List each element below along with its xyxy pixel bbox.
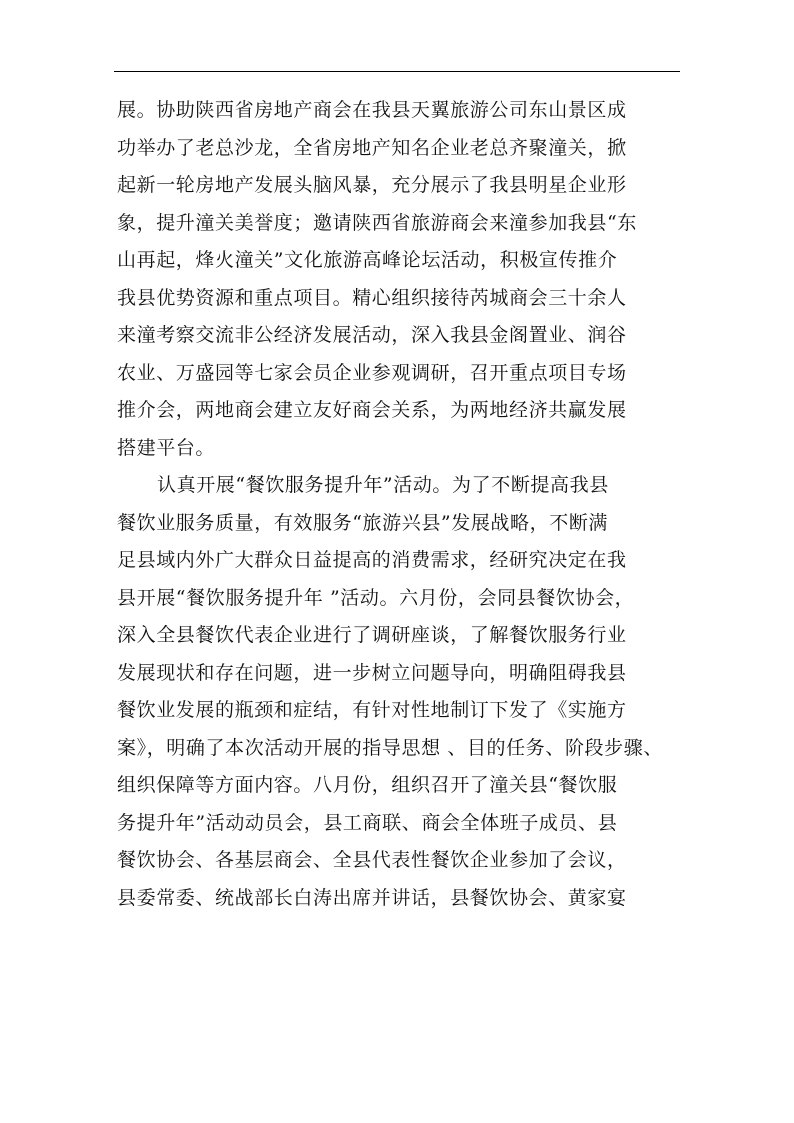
text-line: 足县域内外广大群众日益提高的消费需求，经研究决定在我 bbox=[117, 549, 627, 571]
text-line: 象，提升潼关美誉度；邀请陕西省旅游商会来潼参加我县“东 bbox=[117, 211, 637, 234]
text-line: 县开展“餐饮服务提升年 ”活动。六月份，会同县餐饮协会， bbox=[117, 586, 635, 609]
text-line: 餐饮协会、各基层商会、全县代表性餐饮企业参加了会议， bbox=[117, 849, 627, 871]
text-line: 发展现状和存在问题，进一步树立问题导向，明确阻碍我县 bbox=[117, 661, 627, 684]
text-line: 组织保障等方面内容。八月份，组织召开了潼关县“餐饮服 bbox=[117, 774, 618, 796]
text-line: 农业、万盛园等七家会员企业参观调研，召开重点项目专场 bbox=[117, 361, 627, 384]
text-line: 县委常委、统战部长白涛出席并讲话，县餐饮协会、黄家宴 bbox=[117, 886, 627, 909]
text-line: 务提升年”活动动员会，县工商联、商会全体班子成员、县 bbox=[117, 811, 618, 834]
text-line: 深入全县餐饮代表企业进行了调研座谈，了解餐饮服务行业 bbox=[117, 624, 627, 646]
text-line: 餐饮业服务质量，有效服务“旅游兴县”发展战略，不断满 bbox=[117, 511, 609, 534]
text-line: 案》，明确了本次活动开展的指导思想 、目的任务、阶段步骤、 bbox=[117, 736, 663, 759]
text-line: 山再起，烽火潼关”文化旅游高峰论坛活动，积极宣传推介 bbox=[117, 249, 618, 271]
text-line: 来潼考察交流非公经济发展活动，深入我县金阁置业、润谷 bbox=[117, 324, 627, 346]
text-line: 搭建平台。 bbox=[117, 436, 216, 459]
text-line: 起新一轮房地产发展头脑风暴，充分展示了我县明星企业形 bbox=[117, 174, 627, 196]
header-rule bbox=[114, 71, 680, 72]
paragraph-start-line: 认真开展“餐饮服务提升年”活动。为了不断提高我县 bbox=[157, 474, 609, 496]
text-line: 推介会，两地商会建立友好商会关系，为两地经济共赢发展 bbox=[117, 399, 627, 421]
text-line: 展。协助陕西省房地产商会在我县天翼旅游公司东山景区成 bbox=[117, 99, 627, 121]
text-line: 餐饮业发展的瓶颈和症结，有针对性地制订下发了《实施方 bbox=[117, 699, 627, 721]
text-line: 功举办了老总沙龙，全省房地产知名企业老总齐聚潼关，掀 bbox=[117, 136, 627, 159]
document-body bbox=[117, 92, 683, 917]
text-line: 我县优势资源和重点项目。精心组织接待芮城商会三十余人 bbox=[117, 286, 627, 309]
